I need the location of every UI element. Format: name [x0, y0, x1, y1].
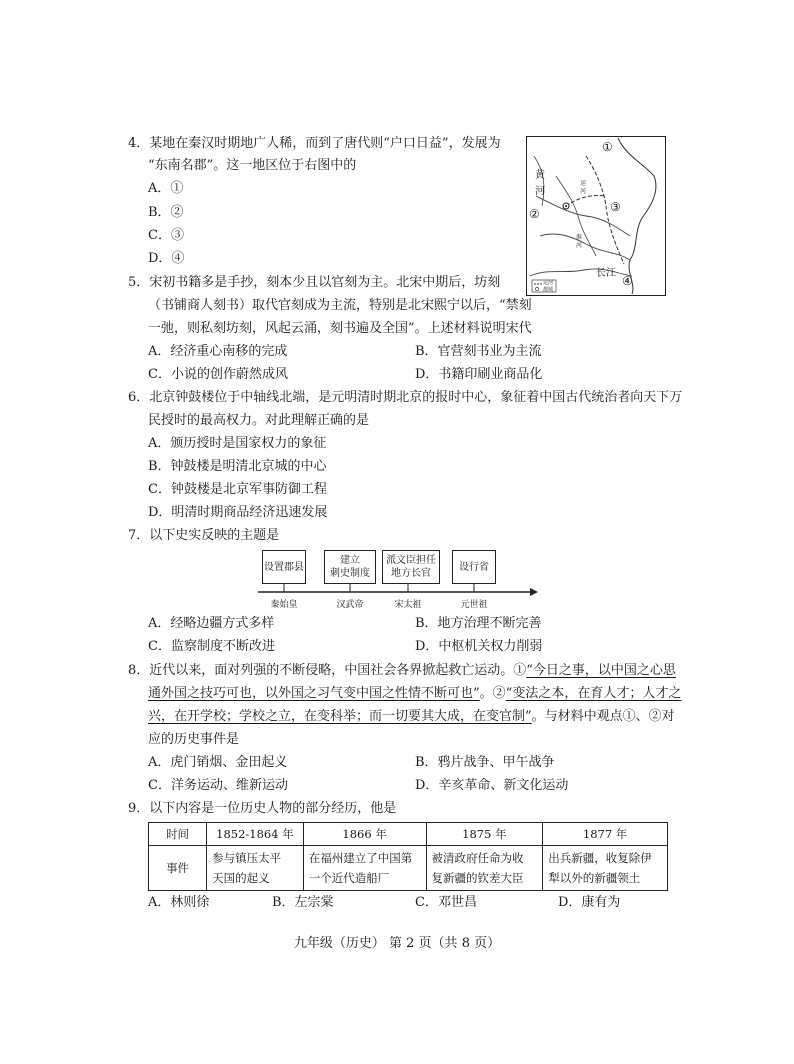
table-cell-event-2: 在福州建立了中国第 一个近代造船厂 — [303, 846, 426, 891]
q4-stem-line1: 4．某地在秦汉时期地广人稀，而到了唐代则“户口日益”，发展为 — [128, 136, 501, 151]
map-marker-2: ② — [529, 207, 540, 221]
table-cell-1875: 1875 年 — [426, 823, 543, 846]
q8-stem-line4: 应的历史事件是 — [148, 732, 240, 747]
map-legend-canal: 运河 — [543, 280, 554, 286]
map-label-changjiang: 长江 — [596, 268, 616, 279]
map-label-he2: 河 — [576, 242, 583, 249]
q8-marker-2: 。② — [479, 686, 506, 701]
q7-stem: 7．以下史实反映的主题是 — [128, 528, 280, 543]
q5-stem-line2: （书铺商人刻书）取代官刻成为主流，特别是北宋熙宁以后，“禁刻 — [148, 298, 532, 313]
timeline-ruler-1: 秦始皇 — [270, 600, 298, 610]
table-cell-1877: 1877 年 — [543, 823, 668, 846]
q8-quote2-end: 兴，在开学校；学校之立，在变科举；而一切要其大成，在变官制” — [148, 709, 532, 724]
q5-stem-line3: 一弛，则私刻坊刻，风起云涌，刻书遍及全国”。上述材料说明宋代 — [148, 321, 532, 336]
q8-quote1-end: 通外国之技巧可也，以外国之习气变中国之性情不断可也” — [148, 686, 480, 701]
table-cell-event-header: 事件 — [149, 846, 207, 891]
q8-quote2-start: “变法之本，在育人才；人才之 — [505, 686, 682, 701]
q6-stem-line1: 6．北京钟鼓楼位于中轴线北端，是元明清时期北京的报时中心，象征着中国古代统治者向天下万 — [128, 390, 683, 405]
q7-option-a: A．经略边疆方式多样 — [148, 616, 275, 631]
q8-option-b: B．鸦片战争、甲午战争 — [415, 755, 555, 770]
q9-option-b: B．左宗棠 — [272, 895, 334, 910]
timeline-ruler-3: 宋太祖 — [394, 600, 422, 610]
map-marker-4: ④ — [622, 274, 633, 288]
q5-option-b: B．官营刻书业为主流 — [415, 344, 542, 359]
q6-option-c: C．钟鼓楼是北京军事防御工程 — [148, 482, 327, 497]
q6-option-d: D．明清时期商品经济迅速发展 — [148, 505, 328, 520]
table-cell-1866: 1866 年 — [303, 823, 426, 846]
q5-option-d: D．书籍印刷业商品化 — [415, 367, 543, 382]
q6-option-b: B．钟鼓楼是明清北京城的中心 — [148, 459, 327, 474]
q5-option-a: A．经济重心南移的完成 — [148, 344, 288, 359]
q7-timeline — [258, 550, 538, 612]
map-marker-1: ① — [602, 140, 613, 154]
timeline-ruler-4: 元世祖 — [460, 600, 488, 610]
map-marker-3: ③ — [610, 200, 621, 214]
timeline-box-2: 建立 刺史制度 — [324, 550, 376, 584]
q8-option-d: D．辛亥革命、新文化运动 — [415, 778, 569, 793]
map-legend-capital: 都城 — [543, 287, 554, 293]
q8-stem-line2 — [148, 684, 681, 704]
q4-option-d: D．④ — [148, 251, 185, 266]
q9-option-c: C．邓世昌 — [415, 895, 477, 910]
q8-stem-line1 — [128, 661, 676, 681]
map-label-he1: 河 — [580, 188, 587, 195]
q8-stem-line3-tail: 。与材料中观点①、②对 — [531, 709, 675, 724]
q9-option-a: A．林则徐 — [148, 895, 210, 910]
q4-stem-line2: “东南名郡”。这一地区位于右图中的 — [148, 158, 357, 173]
table-cell-time-header: 时间 — [149, 823, 207, 846]
q8-option-c: C．洋务运动、维新运动 — [148, 778, 288, 793]
q7-option-c: C．监察制度不断改进 — [148, 639, 275, 654]
map-label-yun1: 运 — [580, 180, 587, 187]
map-label-huai: 淮 — [576, 234, 583, 241]
table-row-event — [149, 846, 668, 891]
q8-stem-line3 — [148, 707, 675, 727]
timeline-ruler-2: 汉武帝 — [336, 600, 364, 610]
q6-stem-line2: 民授时的最高权力。对此理解正确的是 — [148, 413, 370, 428]
q5-option-c: C．小说的创作蔚然成风 — [148, 367, 288, 382]
q9-stem: 9．以下内容是一位历史人物的部分经历，他是 — [128, 801, 397, 816]
table-row-time — [149, 823, 668, 846]
q6-option-a: A．颁历授时是国家权力的象征 — [148, 436, 327, 451]
q9-biography-table — [148, 822, 668, 891]
table-cell-event-1: 参与镇压太平 天国的起义 — [207, 846, 304, 891]
q4-option-c: C．③ — [148, 228, 184, 243]
q8-option-a: A．虎门销烟、金田起义 — [148, 755, 288, 770]
q4-map — [526, 136, 666, 296]
q4-option-a: A．① — [148, 181, 184, 196]
q8-stem-line1-text: 8．近代以来，面对列强的不断侵略，中国社会各界掀起救亡运动。① — [128, 663, 527, 678]
table-cell-1852: 1852-1864 年 — [207, 823, 304, 846]
q4-option-b: B．② — [148, 205, 184, 220]
timeline-box-4: 设行省 — [452, 550, 496, 584]
table-cell-event-3: 被清政府任命为收 复新疆的钦差大臣 — [426, 846, 543, 891]
q7-option-d: D．中枢机关权力削弱 — [415, 639, 543, 654]
map-label-he: 河 — [535, 186, 545, 197]
q9-option-d: D．康有为 — [558, 895, 621, 910]
q7-option-b: B．地方治理不断完善 — [415, 616, 542, 631]
timeline-box-1: 设置郡县 — [262, 550, 306, 584]
timeline-box-3: 派文臣担任 地方长官 — [382, 550, 440, 584]
table-cell-event-4: 出兵新疆，收复除伊 犁以外的新疆领土 — [543, 846, 668, 891]
q8-quote1-start: “今日之事，以中国之心思 — [526, 663, 676, 678]
q5-stem-line1: 5．宋初书籍多是手抄，刻本少且以官刻为主。北宋中期后，坊刻 — [128, 275, 501, 290]
map-label-huang: 黄 — [535, 170, 545, 181]
page-footer: 九年级（历史） 第 2 页（共 8 页） — [293, 936, 501, 951]
